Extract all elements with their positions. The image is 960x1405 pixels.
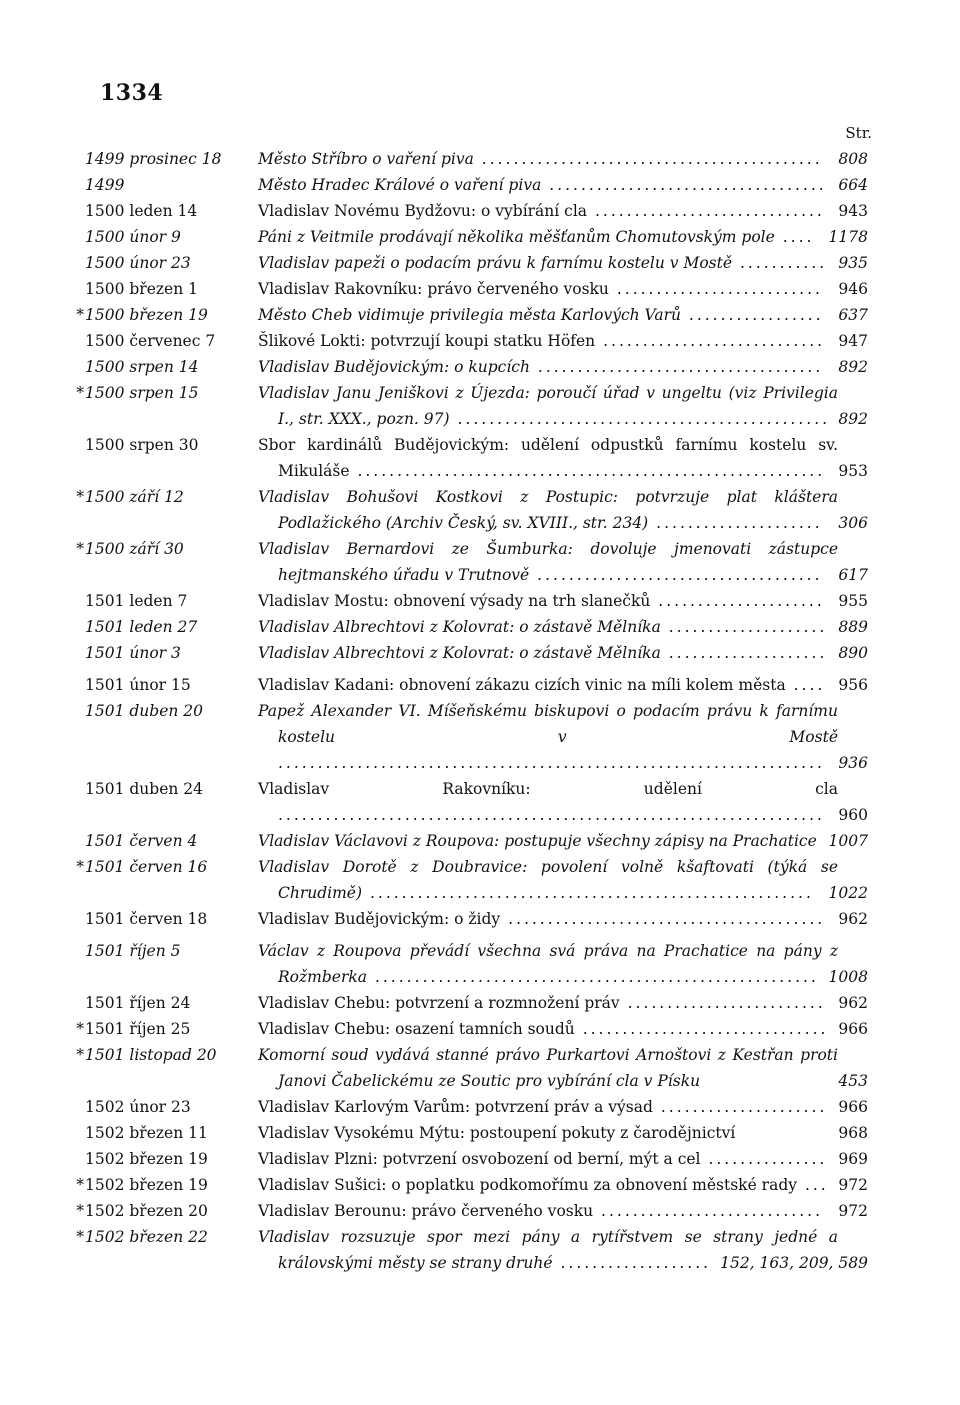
- entry-title: Vladislav Václavovi z Roupova: postupuje všechny zápisy na Prachatice: [258, 832, 817, 850]
- register-entry: [0, 906, 960, 932]
- entry-title: Město Cheb vidimuje privilegia města Karlových Varů: [258, 306, 681, 324]
- entry-page: 956: [838, 676, 868, 694]
- register-entry: [0, 302, 960, 328]
- dot-leader: ...........: [732, 254, 828, 272]
- entry-title-cell: [258, 380, 838, 432]
- register-entry: [0, 1224, 960, 1276]
- asterisk-marker: *: [76, 306, 84, 324]
- entry-page: 890: [838, 644, 868, 662]
- entry-title-cell: [258, 250, 838, 276]
- register-entry: [0, 354, 960, 380]
- entry-page: 946: [838, 280, 868, 298]
- entry-date: 1500 srpen 15: [85, 384, 199, 402]
- entry-page: 1178: [828, 228, 868, 246]
- register-entry: [0, 672, 960, 698]
- register-entry: [0, 640, 960, 666]
- entry-title: Vladislav Janu Jeniškovi z Újezda: poroučí úřad v ungeltu (viz Privilegia I., str. XXX., pozn. 97): [258, 384, 838, 428]
- dot-leader: .....................: [650, 592, 825, 610]
- register-entry: [0, 614, 960, 640]
- dot-leader: .....................: [652, 1098, 828, 1116]
- entry-date: 1501 červen 18: [85, 910, 208, 928]
- entry-title: Páni z Veitmile prodávají několika měšťanům Chomutovským pole: [258, 228, 775, 246]
- entry-date: 1501 duben 20: [85, 702, 204, 720]
- entry-title-cell: [258, 172, 838, 198]
- dot-leader: ...................: [552, 1254, 712, 1272]
- dot-leader: ...................................: [541, 176, 827, 194]
- dot-leader: ....................: [660, 618, 828, 636]
- entry-title: Vladislav Budějovickým: o kupcích: [258, 358, 530, 376]
- entry-title-cell: [258, 354, 838, 380]
- entry-page: 943: [838, 202, 868, 220]
- entry-title-cell: [258, 672, 838, 698]
- asterisk-marker: *: [76, 1202, 84, 1220]
- entry-title-cell: [258, 640, 838, 666]
- register-entry: [0, 1146, 960, 1172]
- asterisk-marker: *: [76, 1228, 84, 1246]
- dot-leader: ...........................................: [473, 150, 823, 168]
- entry-page: 1022: [828, 884, 868, 902]
- entry-title-cell: [258, 1094, 838, 1120]
- entry-page: 617: [838, 566, 868, 584]
- register-entry: [0, 224, 960, 250]
- entry-title-cell: [258, 1016, 838, 1042]
- entry-page: 955: [838, 592, 868, 610]
- dot-leader: ............................: [593, 1202, 823, 1220]
- asterisk-marker: *: [76, 540, 84, 558]
- register-entry: [0, 536, 960, 588]
- dot-leader: ....: [774, 228, 815, 246]
- entry-page: 953: [838, 462, 868, 480]
- entry-title: Vladislav Chebu: osazení tamních soudů: [258, 1020, 575, 1038]
- entry-title: Vladislav Kadani: obnovení zákazu cizích vinic na míli kolem města: [258, 676, 786, 694]
- entry-page: 966: [838, 1020, 868, 1038]
- entry-title-cell: [258, 1146, 838, 1172]
- register-entry: [0, 588, 960, 614]
- dot-leader: ....................................: [529, 566, 823, 584]
- dot-leader: ....................: [660, 644, 828, 662]
- entry-date: 1501 červen 16: [85, 858, 208, 876]
- entry-title-cell: [258, 276, 838, 302]
- entry-title: Vladislav Dorotě z Doubravice: povolení volně kšaftovati (týká se Chrudimě): [258, 858, 838, 902]
- entry-title-cell: [258, 328, 838, 354]
- entry-title: Vladislav Novému Bydžovu: o vybírání cla: [258, 202, 588, 220]
- entry-title-cell: [258, 828, 838, 854]
- register-entry: [0, 1120, 960, 1146]
- asterisk-marker: *: [76, 858, 84, 876]
- entry-date: 1499 prosinec 18: [85, 150, 222, 168]
- entry-page: 1008: [828, 968, 868, 986]
- entry-title-cell: [258, 588, 838, 614]
- entry-title-cell: [258, 484, 838, 536]
- entry-page: 972: [838, 1202, 868, 1220]
- dot-leader: ....................................: [529, 358, 824, 376]
- entry-date: 1502 březen 22: [85, 1228, 208, 1246]
- dot-leader: ........................................: [500, 910, 826, 928]
- entry-page: 306: [838, 514, 868, 532]
- dot-leader: ..........................: [608, 280, 823, 298]
- entry-title: Vladislav Albrechtovi z Kolovrat: o zástavě Mělníka: [258, 618, 661, 636]
- entry-title-cell: [258, 990, 838, 1016]
- register-entry: [0, 698, 960, 776]
- entry-date: 1502 březen 11: [85, 1124, 208, 1142]
- entry-page: 152, 163, 209, 589: [720, 1254, 868, 1272]
- dot-leader: .................: [680, 306, 824, 324]
- entry-title: Vladislav Bernardovi ze Šumburka: dovoluje jmenovati zástupce hejtmanského úřadu v Trutnově: [258, 540, 838, 584]
- entry-page: 947: [838, 332, 868, 350]
- entry-title: Papež Alexander VI. Míšeňskému biskupovi o podacím právu k farnímu kostelu v Mostě: [258, 702, 838, 746]
- dot-leader: ........................................................: [362, 884, 814, 902]
- dot-leader: ........................................................: [367, 968, 819, 986]
- entry-date: 1500 leden 14: [85, 202, 198, 220]
- entry-title: Vladislav Chebu: potvrzení a rozmnožení práv: [258, 994, 620, 1012]
- entry-date: 1501 říjen 24: [85, 994, 191, 1012]
- entry-date: 1501 říjen 25: [85, 1020, 191, 1038]
- register-entry: [0, 484, 960, 536]
- entry-date: 1500 únor 9: [85, 228, 181, 246]
- register-entry: [0, 1042, 960, 1094]
- entry-title: Vladislav Bohušovi Kostkovi z Postupic: potvrzuje plat kláštera Podlažického (Archiv Český, sv. XVIII., str. 234): [258, 488, 838, 532]
- asterisk-marker: *: [76, 1176, 84, 1194]
- register-entry: [0, 1198, 960, 1224]
- entry-title-cell: [258, 1120, 838, 1146]
- entry-title: Vladislav Albrechtovi z Kolovrat: o zástavě Mělníka: [258, 644, 661, 662]
- entry-date: 1502 březen 19: [85, 1150, 208, 1168]
- entry-page: 889: [838, 618, 868, 636]
- asterisk-marker: *: [76, 488, 84, 506]
- entry-date: 1501 únor 3: [85, 644, 181, 662]
- register-entry: [0, 198, 960, 224]
- entry-page: 968: [838, 1124, 868, 1142]
- asterisk-marker: *: [76, 1046, 84, 1064]
- dot-leader: ...........................................................: [349, 462, 826, 480]
- dot-leader: ...: [797, 1176, 829, 1194]
- entry-page: 1007: [828, 832, 868, 850]
- entry-title-cell: [258, 938, 838, 990]
- page-column-header: Str.: [845, 124, 872, 142]
- entry-title: Václav z Roupova převádí všechna svá práva na Prachatice na pány z Rožmberka: [258, 942, 838, 986]
- entry-title-cell: [258, 198, 838, 224]
- entry-title-cell: [258, 432, 838, 484]
- register-entry: [0, 1016, 960, 1042]
- entry-title: Vladislav Karlovým Varům: potvrzení práv a výsad: [258, 1098, 653, 1116]
- entry-title-cell: [258, 1172, 838, 1198]
- entry-title-cell: [258, 146, 838, 172]
- entry-title: Vladislav Rakovníku: právo červeného vosku: [258, 280, 609, 298]
- entry-title-cell: [258, 536, 838, 588]
- register-entry: [0, 276, 960, 302]
- entry-title: Vladislav Rakovníku: udělení cla: [258, 780, 838, 798]
- entry-date: 1501 červen 4: [85, 832, 198, 850]
- register-entry: [0, 250, 960, 276]
- entry-page: 966: [838, 1098, 868, 1116]
- register-entry: [0, 776, 960, 828]
- asterisk-marker: *: [76, 384, 84, 402]
- entry-date: 1501 leden 27: [85, 618, 198, 636]
- entry-title: Vladislav Berounu: právo červeného vosku: [258, 1202, 594, 1220]
- entry-title-cell: [258, 302, 838, 328]
- entry-title: Vladislav Plzni: potvrzení osvobození od berní, mýt a cel: [258, 1150, 701, 1168]
- entry-page: 962: [838, 910, 868, 928]
- entry-date: 1500 červenec 7: [85, 332, 216, 350]
- entry-title-cell: [258, 614, 838, 640]
- entry-date: 1500 září 30: [85, 540, 184, 558]
- entry-page: 453: [838, 1072, 868, 1090]
- register-entry: [0, 172, 960, 198]
- entry-date: 1500 srpen 30: [85, 436, 199, 454]
- entry-page: 935: [838, 254, 868, 272]
- entry-title-cell: [258, 224, 838, 250]
- register-entry: [0, 938, 960, 990]
- dot-leader: .............................: [587, 202, 825, 220]
- register-entry: [0, 432, 960, 484]
- dot-leader: .........................: [619, 994, 826, 1012]
- entry-title: Město Stříbro o vaření piva: [258, 150, 474, 168]
- entry-date: 1501 říjen 5: [85, 942, 181, 960]
- entry-page: 664: [838, 176, 868, 194]
- entry-title: Vladislav rozsuzuje spor mezi pány a rytířstvem se strany jedné a královskými městy se strany druhé: [258, 1228, 838, 1272]
- dot-leader: .....................................................................: [278, 806, 825, 824]
- entry-page: 962: [838, 994, 868, 1012]
- dot-leader: .....................: [648, 514, 823, 532]
- dot-leader: ...............................................: [449, 410, 831, 428]
- entry-title: Vladislav Budějovickým: o židy: [258, 910, 501, 928]
- entry-title-cell: [258, 1042, 838, 1094]
- entry-title-cell: [258, 1198, 838, 1224]
- dot-leader: .....................................................................: [278, 754, 825, 772]
- entry-page: 969: [838, 1150, 868, 1168]
- entry-title: Vladislav Vysokému Mýtu: postoupení pokuty z čarodějnictví: [258, 1124, 736, 1142]
- entry-date: 1501 duben 24: [85, 780, 204, 798]
- entry-title: Vladislav Sušici: o poplatku podkomořímu za obnovení městské rady: [258, 1176, 798, 1194]
- entry-title-cell: [258, 776, 838, 828]
- page-number: 1334: [100, 80, 164, 106]
- register-entry: [0, 380, 960, 432]
- entry-date: 1500 březen 1: [85, 280, 198, 298]
- register-entry: [0, 146, 960, 172]
- register-entry: [0, 1094, 960, 1120]
- entry-title: Vladislav papeži o podacím právu k farnímu kostelu v Mostě: [258, 254, 733, 272]
- register-list: [0, 146, 960, 1276]
- entry-page: 972: [838, 1176, 868, 1194]
- entry-date: 1502 březen 19: [85, 1176, 208, 1194]
- register-entry: [0, 328, 960, 354]
- entry-title: Město Hradec Králové o vaření piva: [258, 176, 542, 194]
- entry-date: 1501 únor 15: [85, 676, 191, 694]
- dot-leader: ............................: [595, 332, 826, 350]
- register-entry: [0, 854, 960, 906]
- entry-date: 1500 březen 19: [85, 306, 208, 324]
- entry-title: Šlikové Lokti: potvrzují koupi statku Höfen: [258, 332, 596, 350]
- entry-title-cell: [258, 854, 838, 906]
- entry-date: 1500 srpen 14: [85, 358, 199, 376]
- dot-leader: ....: [785, 676, 826, 694]
- entry-page: 808: [838, 150, 868, 168]
- entry-date: 1502 únor 23: [85, 1098, 191, 1116]
- entry-date: 1499: [85, 176, 125, 194]
- entry-page: 892: [838, 358, 868, 376]
- register-entry: [0, 990, 960, 1016]
- entry-title: Komorní soud vydává stanné právo Purkartovi Arnoštovi z Kestřan proti Janovi Čabelickému ze Soutic pro vybírání cla v Písku: [258, 1046, 838, 1090]
- entry-page: 637: [838, 306, 868, 324]
- entry-title-cell: [258, 698, 838, 776]
- register-entry: [0, 828, 960, 854]
- entry-page: 936: [838, 754, 868, 772]
- entry-date: 1501 listopad 20: [85, 1046, 217, 1064]
- dot-leader: ...............................: [574, 1020, 829, 1038]
- entry-date: 1502 březen 20: [85, 1202, 208, 1220]
- entry-page: 960: [838, 806, 868, 824]
- dot-leader: ...............: [700, 1150, 828, 1168]
- entry-title: Sbor kardinálů Budějovickým: udělení odpustků farnímu kostelu sv. Mikuláše: [258, 436, 838, 480]
- entry-title-cell: [258, 906, 838, 932]
- entry-date: 1501 leden 7: [85, 592, 188, 610]
- entry-date: 1500 únor 23: [85, 254, 191, 272]
- entry-page: 892: [838, 410, 868, 428]
- asterisk-marker: *: [76, 1020, 84, 1038]
- entry-date: 1500 září 12: [85, 488, 184, 506]
- register-entry: [0, 1172, 960, 1198]
- entry-title: Vladislav Mostu: obnovení výsady na trh slanečků: [258, 592, 651, 610]
